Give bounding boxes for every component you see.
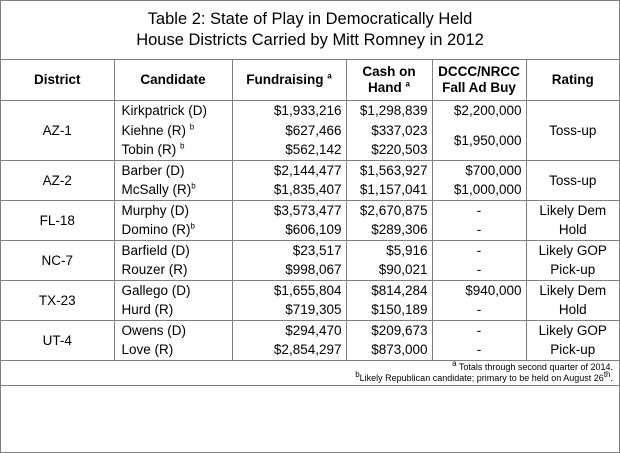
footnote-marker: a bbox=[452, 358, 457, 368]
candidate-name-text: Kirkpatrick (D) bbox=[121, 103, 208, 118]
footnote-marker: a bbox=[405, 79, 410, 89]
ad-buy-value: - bbox=[476, 302, 482, 317]
rating-text: Pick-up bbox=[550, 262, 596, 277]
table-title-line-2: House Districts Carried by Mitt Romney in 2012 bbox=[136, 31, 484, 49]
table-row bbox=[1, 320, 619, 360]
rating-cell bbox=[526, 101, 619, 161]
cash-value: $220,503 bbox=[371, 142, 428, 157]
footnote-b-ordinal: th bbox=[603, 369, 611, 379]
table-row bbox=[1, 280, 619, 320]
footnote-marker: b bbox=[190, 221, 195, 231]
ad-buy-value: $940,000 bbox=[465, 282, 522, 298]
ad-buy-cell bbox=[432, 240, 526, 280]
table-row bbox=[1, 200, 619, 240]
footnote-marker: b bbox=[189, 122, 195, 131]
fundraising-cell bbox=[232, 200, 346, 240]
fundraising-value: $998,067 bbox=[285, 262, 342, 277]
candidate-cell bbox=[114, 200, 232, 240]
footnote-b bbox=[1, 369, 619, 384]
candidate-cell bbox=[114, 101, 232, 161]
footnote-cell bbox=[1, 360, 619, 385]
rating-text: Likely GOP bbox=[538, 243, 607, 258]
ad-buy-value: - bbox=[476, 202, 482, 218]
footnote-row bbox=[1, 360, 619, 385]
header-district: District bbox=[1, 60, 114, 101]
candidate-cell bbox=[114, 240, 232, 280]
candidate-name bbox=[115, 101, 232, 121]
candidate-name bbox=[115, 220, 232, 240]
header-cash-line-2 bbox=[347, 80, 432, 96]
fundraising-value: $719,305 bbox=[285, 302, 342, 317]
header-cash-line-1: Cash on bbox=[362, 64, 416, 79]
rating-cell bbox=[526, 280, 619, 320]
candidate-name-text: McSally (R) bbox=[121, 182, 192, 197]
ad-buy-value: $2,200,000 bbox=[453, 103, 522, 118]
ad-buy-cell bbox=[432, 160, 526, 200]
rating-cell bbox=[526, 160, 619, 200]
footnote-marker: b bbox=[180, 141, 185, 151]
district-cell: TX-23 bbox=[1, 280, 114, 320]
fundraising-cell bbox=[232, 280, 346, 320]
fundraising-cell bbox=[232, 240, 346, 280]
footnote-a bbox=[1, 358, 619, 373]
cash-value: $1,563,927 bbox=[359, 162, 428, 178]
footnote-b-text: Likely Republican candidate; primary to be held on August 26 bbox=[359, 372, 604, 383]
header-cash-line-2-label: Hand bbox=[368, 80, 402, 95]
header-buy-line-1: DCCC/NRCC bbox=[438, 64, 520, 79]
header-ad-buy bbox=[432, 60, 526, 101]
candidate-name bbox=[115, 180, 232, 200]
candidate-name-text: Kiehne (R) bbox=[121, 122, 187, 138]
ad-buy-value: $1,950,000 bbox=[453, 132, 522, 148]
ad-buy-value: - bbox=[476, 322, 482, 338]
rating-text: Hold bbox=[558, 222, 587, 237]
table-title bbox=[1, 1, 619, 60]
district-cell: AZ-2 bbox=[1, 160, 114, 200]
cash-cell bbox=[346, 280, 432, 320]
district-cell: UT-4 bbox=[1, 320, 114, 360]
ad-buy-cell bbox=[432, 320, 526, 360]
cash-cell bbox=[346, 101, 432, 161]
header-cash-on-hand bbox=[346, 60, 432, 101]
footnote-marker: a bbox=[327, 71, 332, 81]
cash-value: $289,306 bbox=[371, 222, 428, 237]
cash-value: $90,021 bbox=[378, 262, 428, 277]
cash-value: $1,298,839 bbox=[359, 103, 428, 118]
rating-cell bbox=[526, 320, 619, 360]
candidate-name: Gallego (D) bbox=[121, 282, 191, 298]
footnote-a-text: Totals through second quarter of 2014. bbox=[456, 361, 613, 372]
ad-buy-cell bbox=[432, 101, 526, 161]
cash-value: $814,284 bbox=[371, 282, 428, 298]
header-fundraising bbox=[232, 60, 346, 101]
candidate-name-text: Murphy (D) bbox=[121, 202, 190, 218]
rating-cell bbox=[526, 240, 619, 280]
fundraising-cell bbox=[232, 101, 346, 161]
header-rating: Rating bbox=[526, 60, 619, 101]
cash-value: $2,670,875 bbox=[359, 202, 428, 218]
candidate-name bbox=[115, 161, 232, 181]
candidate-name bbox=[115, 121, 232, 141]
rating-cell bbox=[526, 200, 619, 240]
fundraising-value: $562,142 bbox=[285, 142, 342, 157]
cash-cell bbox=[346, 200, 432, 240]
fundraising-cell bbox=[232, 320, 346, 360]
ad-buy-value: $1,000,000 bbox=[453, 182, 522, 197]
candidate-name: Hurd (R) bbox=[121, 302, 174, 317]
candidate-name: Owens (D) bbox=[121, 322, 187, 338]
cash-value: $873,000 bbox=[371, 342, 428, 357]
ad-buy-value: $700,000 bbox=[465, 162, 522, 178]
fundraising-value: $1,933,216 bbox=[273, 103, 342, 118]
candidate-name-text: Domino (R) bbox=[121, 222, 191, 237]
table-row bbox=[1, 240, 619, 280]
district-cell: AZ-1 bbox=[1, 101, 114, 161]
candidate-cell bbox=[114, 320, 232, 360]
fundraising-value: $1,835,407 bbox=[273, 182, 342, 197]
cash-cell bbox=[346, 320, 432, 360]
rating-text: Likely Dem bbox=[539, 203, 607, 218]
header-buy-line-2: Fall Ad Buy bbox=[442, 80, 516, 95]
ad-buy-value: - bbox=[476, 342, 482, 357]
candidate-name: Love (R) bbox=[121, 342, 174, 357]
district-cell: NC-7 bbox=[1, 240, 114, 280]
cash-value: $150,189 bbox=[371, 302, 428, 317]
footnote-b-end: . bbox=[610, 372, 613, 383]
fundraising-value: $1,655,804 bbox=[273, 282, 342, 298]
fundraising-value: $23,517 bbox=[292, 242, 342, 258]
rating-text: Likely Dem bbox=[539, 283, 607, 298]
ad-buy-value: - bbox=[476, 242, 482, 258]
rating-text: Likely GOP bbox=[538, 323, 607, 338]
candidate-name: Barfield (D) bbox=[121, 242, 190, 258]
ad-buy-value: - bbox=[476, 262, 482, 277]
table-row bbox=[1, 160, 619, 200]
cash-value: $337,023 bbox=[371, 122, 428, 138]
districts-table bbox=[1, 60, 619, 386]
candidate-cell bbox=[114, 160, 232, 200]
fundraising-value: $2,144,477 bbox=[273, 162, 342, 178]
footnote-marker: b bbox=[355, 369, 360, 379]
cash-cell bbox=[346, 240, 432, 280]
candidate-name-text: Barber (D) bbox=[121, 162, 185, 178]
candidate-name bbox=[115, 140, 232, 160]
ad-buy-cell bbox=[432, 200, 526, 240]
fundraising-value: $606,109 bbox=[285, 222, 342, 237]
cash-cell bbox=[346, 160, 432, 200]
candidate-cell bbox=[114, 280, 232, 320]
rating-text: Toss-up bbox=[549, 172, 597, 188]
fundraising-value: $294,470 bbox=[285, 322, 342, 338]
table-row bbox=[1, 101, 619, 161]
candidate-name: Rouzer (R) bbox=[121, 262, 188, 277]
rating-text: Pick-up bbox=[550, 342, 596, 357]
header-candidate: Candidate bbox=[114, 60, 232, 101]
header-row bbox=[1, 60, 619, 101]
rating-text: Toss-up bbox=[549, 122, 597, 138]
candidate-name-text: Tobin (R) bbox=[121, 142, 177, 157]
ad-buy-value: - bbox=[476, 222, 482, 237]
fundraising-value: $627,466 bbox=[285, 122, 342, 138]
footnote-marker: b bbox=[191, 181, 196, 191]
table-title-line-1: Table 2: State of Play in Democratically Held bbox=[147, 10, 473, 28]
cash-value: $1,157,041 bbox=[359, 182, 428, 197]
fundraising-value: $2,854,297 bbox=[273, 342, 342, 357]
district-cell: FL-18 bbox=[1, 200, 114, 240]
cash-value: $209,673 bbox=[371, 322, 428, 338]
cash-value: $5,916 bbox=[386, 242, 428, 258]
candidate-name bbox=[115, 201, 232, 221]
ad-buy-cell bbox=[432, 280, 526, 320]
fundraising-cell bbox=[232, 160, 346, 200]
rating-text: Hold bbox=[558, 302, 587, 317]
fundraising-value: $3,573,477 bbox=[273, 202, 342, 218]
header-fundraising-label: Fundraising bbox=[246, 72, 324, 87]
